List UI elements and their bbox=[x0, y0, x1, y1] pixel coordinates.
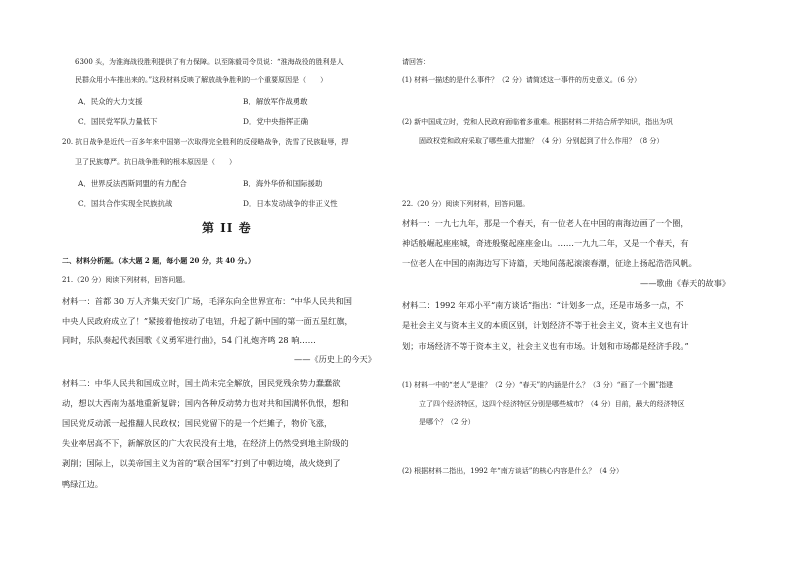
q21-material1-source: ——《历史上的今天》 bbox=[294, 354, 376, 364]
q22-sub1-line2: 立了四个经济特区，这四个经济特区分别是哪些城市？（4 分）目前，最大的经济特区 bbox=[419, 400, 685, 408]
q21-intro: 21.（20 分）阅读下列材料，回答问题。 bbox=[62, 276, 190, 284]
q22-material1-source: ——歌曲《春天的故事》 bbox=[640, 278, 731, 288]
q19-option-a: A．民众的大力支援 bbox=[78, 97, 143, 106]
q19-option-d: D．党中央指挥正确 bbox=[243, 117, 309, 126]
q22-material2-line3: 划；市场经济不等于资本主义，社会主义也有市场。计划和市场都是经济手段。” bbox=[402, 341, 689, 351]
q22-sub2: (2) 根据材料二指出，1992 年“南方谈话”的核心内容是什么？（4 分） bbox=[402, 467, 624, 475]
q21-sub2-line1: (2) 新中国成立时，党和人民政府面临着多重难。根据材料二并结合所学知识，指出为巩 bbox=[402, 118, 674, 126]
q22-material1-line1: 材料一：一九七九年，那是一个春天，有一位老人在中国的南海边画了一个圈， bbox=[402, 218, 689, 228]
q21-sub1: (1) 材料一描述的是什么事件？（2 分）请简述这一事件的历史意义。（6 分） bbox=[402, 76, 641, 84]
q21-material1-line2: 中央人民政府成立了！”紧接着他按动了电钮，升起了新中国的第一面五星红旗， bbox=[62, 316, 353, 326]
q22-material1-line2: 神话般崛起座座城，奇迹般聚起座座金山。……一九九二年，又是一个春天，有 bbox=[402, 238, 689, 248]
q19-option-b: B．解放军作战勇敢 bbox=[243, 97, 308, 106]
q19-line1: 6300 头，为淮海战役胜利提供了有力保障。以至陈毅司令员说：“淮海战役的胜利是人 bbox=[75, 58, 344, 66]
q22-material2-line1: 材料二：1992 年邓小平“南方谈话”指出：“计划多一点，还是市场多一点，不 bbox=[402, 300, 684, 310]
q20-option-b: B．海外华侨和国际援助 bbox=[243, 179, 323, 188]
q20-option-c: C．国共合作实现全民族抗战 bbox=[78, 199, 173, 208]
q21-material2-line4: 失业率居高不下，新解放区的广大农民没有土地，在经济上仍然受到地主阶级的 bbox=[62, 438, 349, 448]
q22-material1-line3: 一位老人在中国的南海边写下诗篇，天地间荡起滚滚春潮，征途上扬起浩浩风帆。 bbox=[402, 258, 697, 268]
q19-line2: 民群众用小车推出来的。”这段材料反映了解放战争胜利的一个重要原因是（ ） bbox=[75, 76, 328, 84]
q22-material2-line2: 是社会主义与资本主义的本质区别，计划经济不等于社会主义，资本主义也有计 bbox=[402, 320, 689, 330]
q21-material2-line5: 剥削；国际上，以美帝国主义为首的“联合国军”打到了中朝边境，战火烧到了 bbox=[62, 458, 341, 468]
q21-material2-line3: 国民党反动派一起推翻人民政权；国民党留下的是一个烂摊子，物价飞涨， bbox=[62, 418, 333, 428]
q22-sub1-line1: (1) 材料一中的“老人”是谁？（2 分）“春天”的内涵是什么？（3 分）“画了一个圈”指建 bbox=[402, 381, 673, 389]
q22-intro: 22.（20 分）阅读下列材料，回答问题。 bbox=[402, 200, 530, 208]
q19-option-c: C．国民党军队力量低下 bbox=[78, 117, 158, 126]
section-heading: 二、材料分析题。（本大题 2 题，每小题 20 分，共 40 分。） bbox=[62, 256, 255, 265]
q20-line1: 20. 抗日战争是近代一百多年来中国第一次取得完全胜利的反侵略战争，洗雪了民族耻辱，捍 bbox=[62, 138, 349, 146]
q22-sub1-line3: 是哪个？（2 分） bbox=[419, 418, 475, 426]
q20-line2: 卫了民族尊严。抗日战争胜利的根本原因是（ ） bbox=[75, 158, 236, 166]
q21-sub2-line2: 固政权党和政府采取了哪些重大措施？（4 分）分别起到了什么作用？（8 分） bbox=[419, 137, 664, 145]
section-title: 第 II 卷 bbox=[202, 221, 252, 235]
q20-option-d: D．日本发动战争的非正义性 bbox=[243, 199, 338, 208]
q21-material1-line1: 材料一：首都 30 万人齐集天安门广场，毛泽东向全世界宣布：“中华人民共和国 bbox=[62, 296, 352, 306]
q21-material1-line3: 同时，乐队奏起代表国歌《义勇军进行曲》，54 门礼炮齐鸣 28 响…… bbox=[62, 335, 316, 345]
q21-material2-line1: 材料二：中华人民共和国成立时，国土尚未完全解放，国民党残余势力蠢蠢欲 bbox=[62, 378, 341, 388]
q21-material2-line2: 动，想以大西南为基地重新复辟；国内各种反动势力也对共和国满怀仇恨，想和 bbox=[62, 398, 349, 408]
q21-material2-line6: 鸭绿江边。 bbox=[62, 479, 103, 489]
q20-option-a: A．世界反法西斯同盟的有力配合 bbox=[78, 179, 187, 188]
ask-label: 请回答： bbox=[402, 58, 430, 66]
